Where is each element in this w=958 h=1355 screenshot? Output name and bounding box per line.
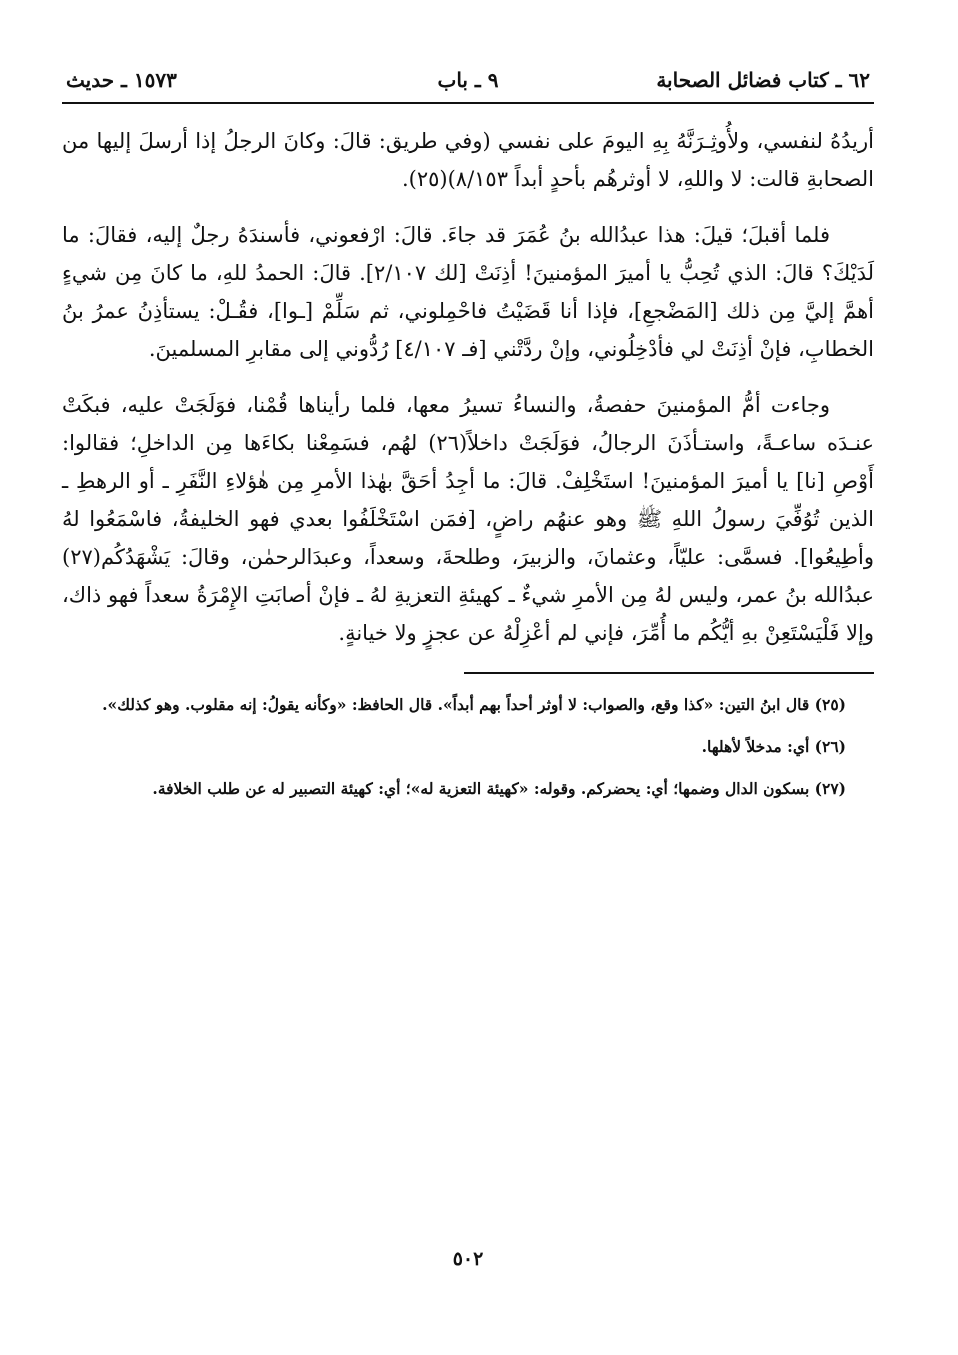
paragraph: فلما أقبلَ؛ قيلَ: هذا عبدُالله بنُ عُمَرَ قد جاءَ. قالَ: ارْفعوني، فأسندَهُ رجلٌ إليه، فقالَ: ما لَدَيْكَ؟ قالَ: الذي تُحِبُّ يا أميرَ المؤمنينَ! أذِنَتْ [لك ٢/١٠٧]. قالَ: الحمدُ للهِ، ما كانَ مِن شيءٍ أهمَّ إليَّ مِن ذلك [المَضْجعِ]، فإذا أنا قَضَيْتُ فاحْمِلوني، ثم سَلِّمْ [ـوا]، فقُـلْ: يستأذِنُ عمرُ بنُ الخطابِ، فإنْ أذِنَتْ لي فأدْخِلُوني، وإنْ ردَّتْني [فـ ٤/١٠٧] رُدُّوني إلى مقابرِ المسلمينَ. — [62, 223, 874, 361]
paragraph: وجاءت أمُّ المؤمنينَ حفصةُ، والنساءُ تسيرُ معها، فلما رأيناها قُمْنا، فوَلَجَتْ عليه، فبكَتْ عنـدَه ساعـةً، واستـأذَنَ الرجالُ، فوَلَجَتْ داخلاً(٢٦) لهُم، فسَمِعْنا بكاءَها مِن الداخلِ؛ فقالوا: أَوْصِ [نا] يا أميرَ المؤمنينَ! استَخْلِفْ. قالَ: ما أجِدُ أحَقَّ بهٰذا الأمرِ مِن هٰؤلاءِ النَّفَرِ ـ أو الرهطِ ـ الذين تُوُفِّيَ رسولُ اللهِ ﷺ وهو عنهُم راضٍ، [فمَن اسْتَخْلَفُوا بعدي فهو الخليفةُ، فاسْمَعُوا لهُ وأطِيعُوا]. فسمَّى: عليّاً، وعثمانَ، والزبيرَ، وطلحةَ، وسعداً، وعبدَالرحمٰن، وقالَ: يَشْهَدُكُم(٢٧) عبدُالله بنُ عمر، وليس لهُ مِن الأمرِ شيءٌ ـ كهيئةِ التعزيةِ لهُ ـ فإنْ أصابَتِ الإِمْرَةُ سعداً فهو ذاك، وإلا فَلْيَسْتَعِنْ بهِ أيُّكُم ما أُمِّرَ، فإني لم أعْزِلْهُ عن عجزٍ ولا خيانةٍ. — [62, 393, 874, 645]
main-text — [62, 122, 874, 652]
header-chapter-title: ٦٢ ـ كتاب فضائل الصحابة — [656, 68, 870, 92]
footnote-rule — [464, 672, 874, 674]
footnotes — [62, 690, 874, 804]
header-rule — [62, 102, 874, 104]
footnote-26: (٢٦) أي: مدخلاً لأهلها. — [701, 737, 846, 756]
paragraph: أريدُهُ لنفسي، ولأُوثِـرَنَّهُ بِهِ اليومَ على نفسي (وفي طريق: قالَ: وكانَ الرجلُ إذا أرسلَ إليها من الصحابةِ قالت: لا واللهِ، لا أوثرهُم بأحدٍ أبداً ٨/١٥٣)(٢٥). — [62, 129, 874, 191]
page-header — [62, 48, 874, 98]
footnote-27: (٢٧) بسكون الدال وضمها؛ أي: يحضركم. وقوله: «كهيئة التعزية له»؛ أي: كهيئة التصبير له عن طلب الخلافة. — [152, 779, 846, 798]
header-hadith-number: ١٥٧٣ ـ حديث — [66, 68, 177, 92]
footnote-25: (٢٥) قال ابنُ التين: «كذا وقع، والصواب: لا أوثر أحداً بهم أبداً». قال الحافظ: «وكأنه يقولُ: إنه مقلوب. وهو كذلك». — [102, 695, 846, 714]
header-section: ٩ ـ باب — [437, 68, 499, 92]
book-page — [62, 48, 874, 1328]
page-number: ٥٠٢ — [452, 1248, 484, 1270]
